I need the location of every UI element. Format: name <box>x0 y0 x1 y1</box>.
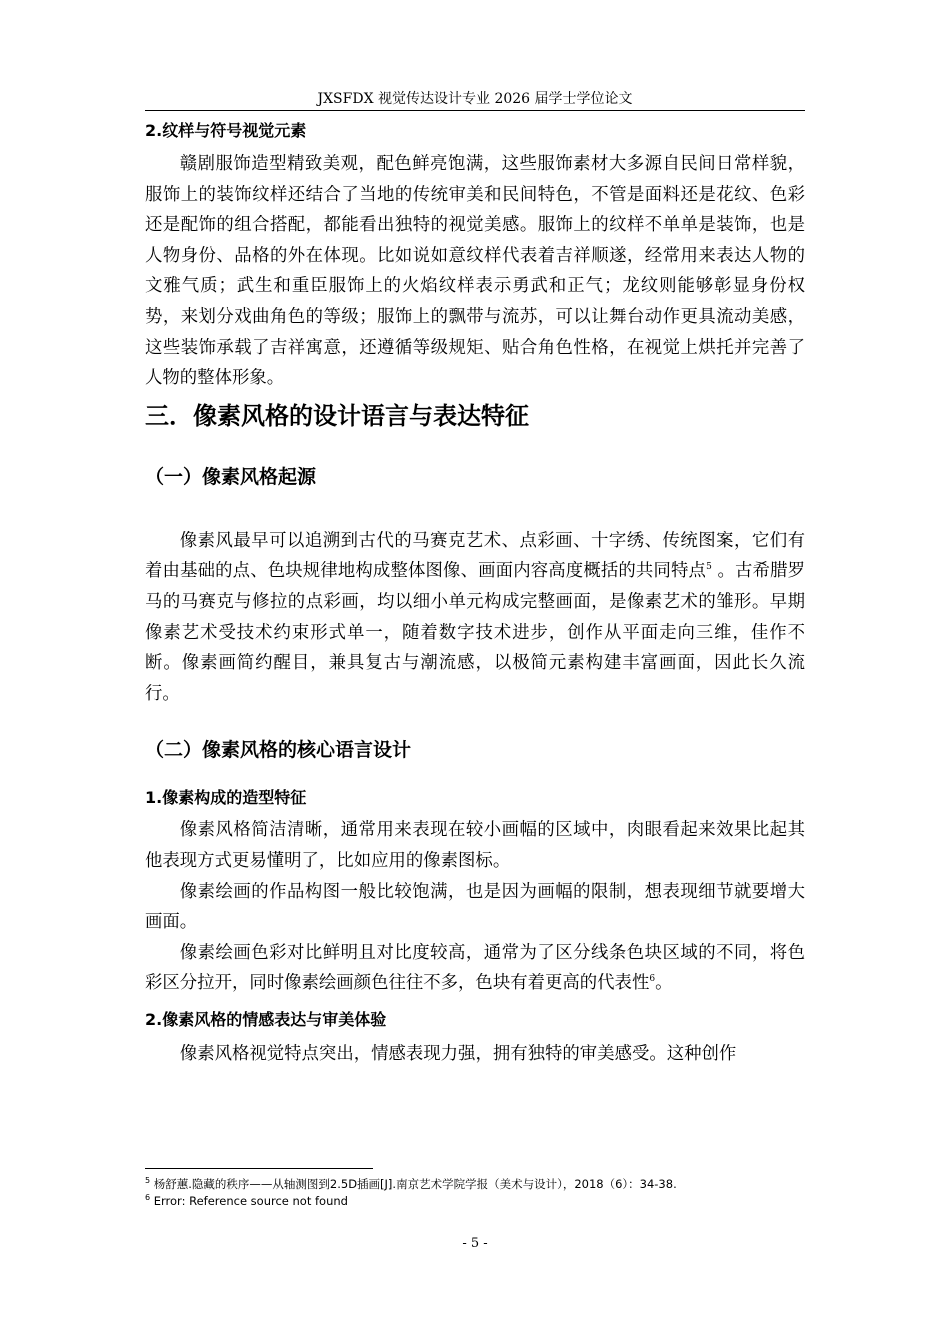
footnote-5-number: 5 <box>145 1176 151 1186</box>
running-header: JXSFDX 视觉传达设计专业 2026 届学士学位论文 <box>317 91 633 107</box>
paragraph-emotion: 像素风格视觉特点突出，情感表现力强，拥有独特的审美感受。这种创作 <box>179 1043 737 1064</box>
subsection-heading-shape: 1.像素构成的造型特征 <box>145 788 307 808</box>
footnote-ref-6[interactable]: 6 <box>649 974 656 985</box>
subsection-heading-pattern: 2.纹样与符号视觉元素 <box>145 121 307 140</box>
footnote-ref-5[interactable]: 5 <box>706 562 712 573</box>
section-heading-origin: （一）像素风格起源 <box>145 465 317 488</box>
footnote-6 <box>145 1193 810 1210</box>
chapter-heading: 三．像素风格的设计语言与表达特征 <box>145 401 529 430</box>
paragraph-origin-part-b: 。古希腊罗马的马赛克与修拉的点彩画，均以细小单元构成完整画面，是像素艺术的雏形。早期像素艺术受技术约束形式单一，随着数字技术进步，创作从平面走向三维，佳作不断。像素画简约醒目，兼具复古与潮流感，以极简元素构建丰富画面，因此长久流行。 <box>145 561 805 704</box>
subsection-heading-emotion: 2.像素风格的情感表达与审美体验 <box>145 1009 387 1029</box>
paragraph-origin-part-a: 像素风最早可以追溯到古代的马赛克艺术、点彩画、十字绣、传统图案，它们有着由基础的点、色块规律地构成整体图像、画面内容高度概括的共同特点 <box>145 530 805 582</box>
footnotes <box>145 1176 810 1210</box>
paragraph-shape-1: 像素风格简洁清晰，通常用来表现在较小画幅的区域中，肉眼看起来效果比起其他表现方式更易懂明了，比如应用的像素图标。 <box>145 820 805 871</box>
footnote-separator <box>145 1168 373 1169</box>
paragraph-origin <box>145 526 805 710</box>
page-number: - 5 - <box>462 1236 488 1251</box>
paragraph-pattern: 赣剧服饰造型精致美观，配色鲜亮饱满，这些服饰素材大多源自民间日常样貌，服饰上的装饰纹样还结合了当地的传统审美和民间特色，不管是面料还是花纹、色彩还是配饰的组合搭配，都能看出独特的视觉美感。服饰上的纹样不单单是装饰，也是人物身份、品格的外在体现。比如说如意纹样代表着吉祥顺遂，经常用来表达人物的文雅气质；武生和重臣服饰上的火焰纹样表示勇武和正气；龙纹则能够彰显身份权势，来划分戏曲角色的等级；服饰上的飘带与流苏，可以让舞台动作更具流动美感，这些装饰承载了吉祥寓意，还遵循等级规矩、贴合角色性格，在视觉上烘托并完善了人物的整体形象。 <box>145 154 805 389</box>
footnote-6-number: 6 <box>145 1193 151 1203</box>
paragraph-shape-3 <box>145 938 805 999</box>
footnote-5-text: 杨舒蕙.隐藏的秩序——从轴测图到2.5D插画[J].南京艺术学院学报（美术与设计），2018（6）：34-38. <box>150 1177 677 1191</box>
footnote-5 <box>145 1176 810 1193</box>
header-rule <box>145 110 805 111</box>
section-heading-core: （二）像素风格的核心语言设计 <box>145 739 412 762</box>
page-content <box>145 112 805 1069</box>
paragraph-shape-3-part-a: 像素绘画色彩对比鲜明且对比度较高，通常为了区分线条色块区域的不同，将色彩区分拉开，同时像素绘画颜色往往不多，色块有着更高的代表性 <box>145 942 805 994</box>
paragraph-shape-2: 像素绘画的作品构图一般比较饱满，也是因为画幅的限制，想表现细节就要增大画面。 <box>145 881 805 933</box>
paragraph-shape-3-part-b: 。 <box>655 973 673 994</box>
footnote-6-text: Error: Reference source not found <box>150 1194 348 1208</box>
